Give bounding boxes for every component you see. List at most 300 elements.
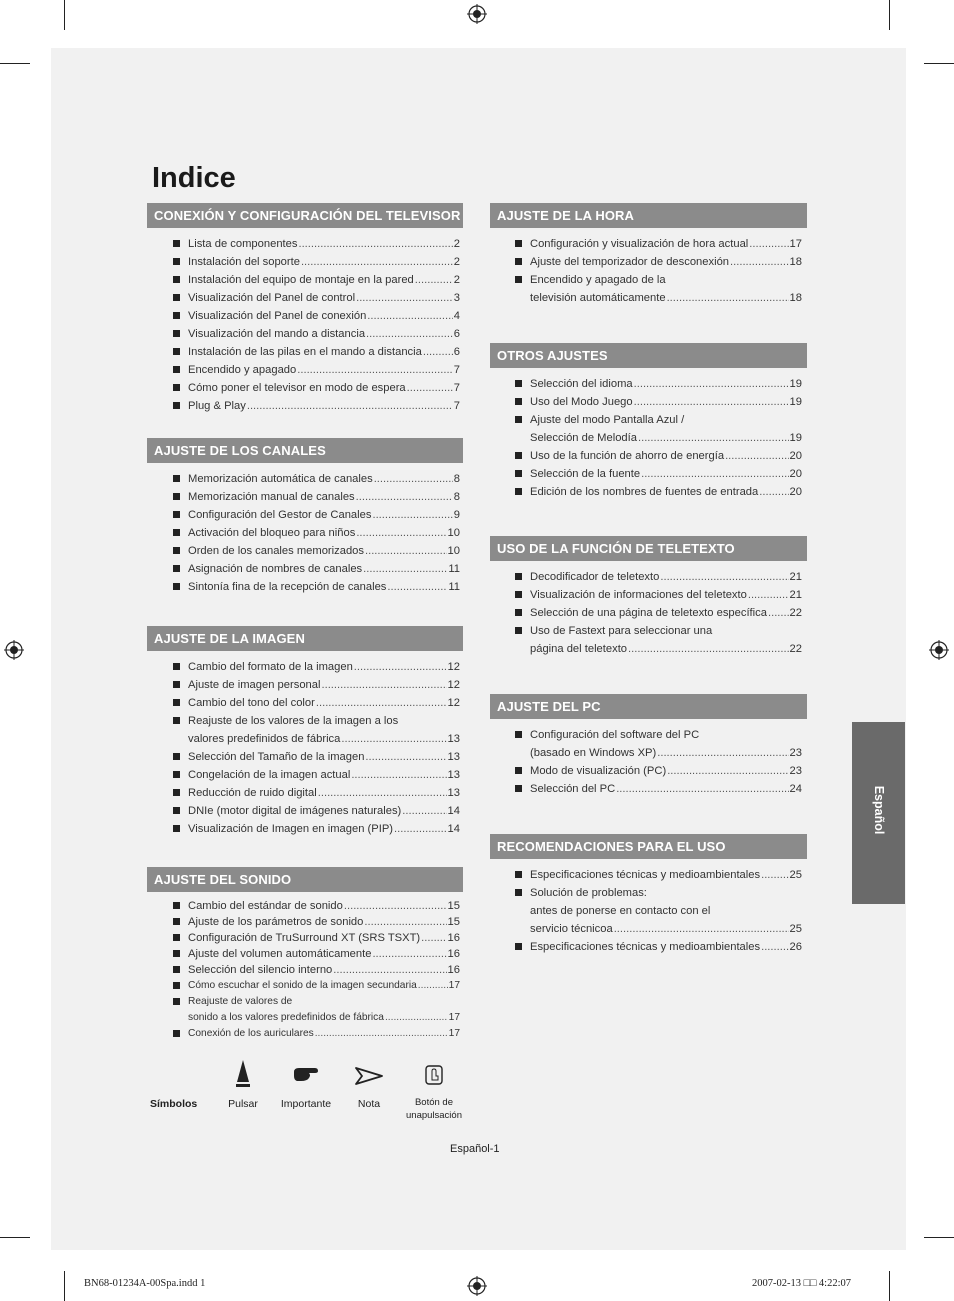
toc-entry-label: Decodificador de teletexto <box>530 571 660 583</box>
toc-entry-page: 2 <box>453 256 460 268</box>
bullet-square-icon <box>173 348 180 355</box>
bullet-square-icon <box>173 330 180 337</box>
toc-entry <box>530 938 802 956</box>
toc-entry-page: 17 <box>448 1028 460 1039</box>
toc-entry-label: Encendido y apagado de la <box>530 274 666 286</box>
toc-entry-label: Plug & Play <box>188 400 246 412</box>
toc-entry-label: televisión automáticamente <box>530 292 666 304</box>
toc-entry-page: 10 <box>447 545 460 557</box>
toc-entry <box>188 676 460 694</box>
bullet-square-icon <box>515 488 522 495</box>
toc-entry <box>530 920 802 938</box>
toc-entry-page: 13 <box>447 787 460 799</box>
toc-entry-page: 12 <box>447 697 460 709</box>
dot-leader <box>297 361 453 379</box>
section-hora <box>490 203 807 228</box>
toc-entry <box>188 820 460 838</box>
dot-leader <box>667 762 788 780</box>
one-touch-button-icon <box>422 1058 446 1090</box>
language-tab <box>852 722 905 904</box>
toc-entry <box>530 744 802 762</box>
section-heading: AJUSTE DEL SONIDO <box>147 867 463 892</box>
dot-leader <box>372 946 446 962</box>
toc-entry <box>188 560 460 578</box>
toc-list-teletexto <box>530 568 802 658</box>
toc-entry-label: sonido a los valores predefinidos de fábrica <box>188 1012 384 1023</box>
bullet-square-icon <box>173 902 180 909</box>
toc-entry-label: Activación del bloqueo para niños <box>188 527 356 539</box>
registration-mark-icon <box>929 640 949 660</box>
toc-entry <box>188 730 460 748</box>
crop-mark <box>64 0 65 30</box>
bullet-square-icon <box>515 785 522 792</box>
toc-entry <box>188 694 460 712</box>
toc-entry <box>188 488 460 506</box>
toc-entry <box>188 658 460 676</box>
toc-entry-label: Cambio del tono del color <box>188 697 315 709</box>
dot-leader <box>298 235 452 253</box>
toc-entry-label: Ajuste de los parámetros de sonido <box>188 916 364 928</box>
bullet-square-icon <box>173 934 180 941</box>
toc-entry <box>188 766 460 784</box>
dot-leader <box>374 470 453 488</box>
toc-entry <box>530 429 802 447</box>
toc-entry-label: Selección del silencio interno <box>188 964 333 976</box>
bullet-square-icon <box>173 583 180 590</box>
section-heading: AJUSTE DEL PC <box>490 694 807 719</box>
bullet-square-icon <box>173 240 180 247</box>
page-title: Indice <box>152 162 236 194</box>
language-tab-label: Español <box>872 785 886 835</box>
toc-entry-page: 25 <box>789 923 802 935</box>
toc-entry-label: Memorización manual de canales <box>188 491 355 503</box>
bullet-square-icon <box>173 717 180 724</box>
section-heading: RECOMENDACIONES PARA EL USO <box>490 834 807 859</box>
toc-entry-label: Modo de visualización (PC) <box>530 765 667 777</box>
section-canales <box>147 438 463 463</box>
bullet-square-icon <box>173 950 180 957</box>
toc-list-otros <box>530 375 802 501</box>
toc-entry-label: Selección de Melodía <box>530 432 637 444</box>
dot-leader <box>365 748 446 766</box>
toc-entry <box>188 397 460 415</box>
dot-leader <box>301 253 453 271</box>
toc-entry <box>188 379 460 397</box>
toc-entry-page: 13 <box>447 733 460 745</box>
bullet-square-icon <box>173 663 180 670</box>
toc-entry <box>188 578 460 596</box>
symbol-boton <box>400 1058 468 1122</box>
toc-entry <box>530 884 802 902</box>
dot-leader <box>725 447 788 465</box>
registration-mark-icon <box>467 1276 487 1296</box>
bullet-square-icon <box>173 966 180 973</box>
toc-entry <box>188 271 460 289</box>
dot-leader <box>387 578 447 596</box>
toc-entry-label: Configuración de TruSurround XT (SRS TSXT) <box>188 932 421 944</box>
toc-entry <box>188 994 460 1010</box>
section-otros <box>490 343 807 368</box>
dot-leader <box>315 1026 448 1042</box>
registration-mark-icon <box>4 640 24 660</box>
toc-entry-label: Cómo poner el televisor en modo de espera <box>188 382 406 394</box>
dot-leader <box>407 379 453 397</box>
dot-leader <box>415 271 453 289</box>
toc-list-sonido <box>188 898 460 1042</box>
toc-entry <box>188 470 460 488</box>
bullet-square-icon <box>173 276 180 283</box>
bullet-square-icon <box>173 312 180 319</box>
toc-entry-label: Instalación del soporte <box>188 256 300 268</box>
dot-leader <box>318 784 447 802</box>
toc-entry-page: 19 <box>789 378 802 390</box>
dot-leader <box>341 730 446 748</box>
dot-leader <box>634 393 789 411</box>
bullet-square-icon <box>515 591 522 598</box>
dot-leader <box>614 920 789 938</box>
toc-entry-label: Configuración y visualización de hora actual <box>530 238 749 250</box>
section-conexion <box>147 203 463 228</box>
toc-entry-page: 3 <box>453 292 460 304</box>
toc-entry <box>530 762 802 780</box>
bullet-square-icon <box>173 402 180 409</box>
toc-entry-label: servicio técnicoa <box>530 923 613 935</box>
toc-entry-label: Congelación de la imagen actual <box>188 769 351 781</box>
toc-entry-label: Visualización del Panel de conexión <box>188 310 367 322</box>
toc-entry-label: Memorización automática de canales <box>188 473 373 485</box>
toc-entry <box>530 604 802 622</box>
toc-entry-label: Cómo escuchar el sonido de la imagen secundaria <box>188 980 417 991</box>
toc-entry <box>530 483 802 501</box>
toc-entry-label: antes de ponerse en contacto con el <box>530 905 711 917</box>
dot-leader <box>768 604 789 622</box>
toc-entry-label: Ajuste del modo Pantalla Azul / <box>530 414 685 426</box>
bullet-square-icon <box>515 943 522 950</box>
dot-leader <box>356 488 453 506</box>
toc-entry-page: 16 <box>447 964 460 976</box>
section-heading: OTROS AJUSTES <box>490 343 807 368</box>
dot-leader <box>748 586 789 604</box>
bullet-square-icon <box>515 258 522 265</box>
section-heading: AJUSTE DE LA IMAGEN <box>147 626 463 651</box>
toc-entry-page: 16 <box>447 932 460 944</box>
toc-entry-label: Visualización de informaciones del teletexto <box>530 589 747 601</box>
toc-entry-page: 25 <box>789 869 802 881</box>
toc-entry-page: 15 <box>447 916 460 928</box>
toc-entry <box>530 780 802 798</box>
dot-leader <box>321 676 446 694</box>
toc-entry <box>188 748 460 766</box>
toc-entry <box>188 712 460 730</box>
bullet-square-icon <box>173 771 180 778</box>
bullet-square-icon <box>515 889 522 896</box>
dot-leader <box>657 744 788 762</box>
dot-leader <box>421 930 446 946</box>
dot-leader <box>423 343 453 361</box>
toc-entry-page: 11 <box>448 581 460 593</box>
dot-leader <box>394 820 447 838</box>
toc-entry-label: Selección de una página de teletexto específica <box>530 607 767 619</box>
toc-entry-page: 2 <box>453 274 460 286</box>
dot-leader <box>641 465 788 483</box>
toc-entry-label: Orden de los canales memorizados <box>188 545 364 557</box>
toc-entry <box>188 325 460 343</box>
toc-entry-label: Configuración del software del PC <box>530 729 700 741</box>
toc-entry-page: 6 <box>453 328 460 340</box>
toc-entry-page: 11 <box>448 563 460 575</box>
toc-entry-label: Cambio del estándar de sonido <box>188 900 343 912</box>
toc-entry-page: 21 <box>789 589 802 601</box>
toc-entry-page: 2 <box>453 238 460 250</box>
dot-leader <box>372 506 452 524</box>
bullet-square-icon <box>515 731 522 738</box>
dot-leader <box>660 568 788 586</box>
toc-entry-label: Reajuste de valores de <box>188 996 293 1007</box>
dot-leader <box>247 397 453 415</box>
bullet-square-icon <box>173 475 180 482</box>
toc-entry-label: Solución de problemas: <box>530 887 647 899</box>
symbol-nota <box>346 1058 392 1110</box>
toc-entry-page: 23 <box>789 747 802 759</box>
crop-mark <box>64 1271 65 1301</box>
bullet-square-icon <box>173 807 180 814</box>
crop-mark <box>0 1237 30 1238</box>
section-teletexto <box>490 536 807 561</box>
toc-entry-page: 20 <box>789 468 802 480</box>
toc-entry-label: Conexión de los auriculares <box>188 1028 314 1039</box>
toc-entry-label: Reajuste de los valores de la imagen a los <box>188 715 399 727</box>
toc-entry-page: 17 <box>789 238 802 250</box>
bullet-square-icon <box>515 380 522 387</box>
toc-entry-page: 14 <box>447 823 460 835</box>
dot-leader <box>316 694 447 712</box>
section-pc <box>490 694 807 719</box>
dot-leader <box>364 914 446 930</box>
toc-entry <box>188 1026 460 1042</box>
crop-mark <box>889 1271 890 1301</box>
dot-leader <box>365 542 447 560</box>
toc-entry <box>530 902 802 920</box>
dot-leader <box>363 560 447 578</box>
dot-leader <box>628 640 789 658</box>
dot-leader <box>356 524 446 542</box>
dot-leader <box>667 289 789 307</box>
toc-list-imagen <box>188 658 460 838</box>
toc-entry-label: Selección de la fuente <box>530 468 641 480</box>
toc-entry-page: 10 <box>447 527 460 539</box>
toc-list-hora <box>530 235 802 307</box>
toc-entry-label: Uso de la función de ahorro de energía <box>530 450 725 462</box>
date-slug: 2007-02-13 □□ 4:22:07 <box>752 1278 852 1289</box>
dot-leader <box>385 1010 448 1026</box>
bullet-square-icon <box>515 470 522 477</box>
dot-leader <box>749 235 788 253</box>
toc-entry <box>530 586 802 604</box>
dot-leader <box>759 483 788 501</box>
dot-leader <box>344 898 447 914</box>
toc-entry <box>188 914 460 930</box>
toc-entry-label: Sintonía fina de la recepción de canales <box>188 581 387 593</box>
toc-entry <box>530 640 802 658</box>
toc-entry <box>530 271 802 289</box>
toc-entry <box>530 568 802 586</box>
symbols-label: Símbolos <box>150 1098 198 1110</box>
symbols-legend <box>150 1058 470 1128</box>
bullet-square-icon <box>173 982 180 989</box>
toc-entry <box>188 253 460 271</box>
toc-entry <box>188 898 460 914</box>
symbol-importante <box>276 1058 336 1110</box>
bullet-square-icon <box>173 529 180 536</box>
toc-entry <box>530 235 802 253</box>
toc-entry-label: Uso del Modo Juego <box>530 396 633 408</box>
bullet-square-icon <box>173 547 180 554</box>
toc-entry-page: 17 <box>448 980 460 991</box>
toc-entry <box>188 307 460 325</box>
bullet-square-icon <box>515 452 522 459</box>
symbol-label: Pulsar <box>228 1098 258 1110</box>
toc-entry-page: 15 <box>447 900 460 912</box>
dot-leader <box>418 978 448 994</box>
bullet-square-icon <box>515 240 522 247</box>
toc-entry-page: 4 <box>453 310 460 322</box>
toc-entry <box>188 524 460 542</box>
bullet-square-icon <box>515 416 522 423</box>
toc-entry <box>188 1010 460 1026</box>
toc-entry-label: Encendido y apagado <box>188 364 297 376</box>
toc-entry <box>188 343 460 361</box>
toc-entry-page: 8 <box>453 491 460 503</box>
bullet-square-icon <box>173 366 180 373</box>
toc-entry-page: 26 <box>789 941 802 953</box>
bullet-square-icon <box>173 511 180 518</box>
dot-leader <box>761 866 788 884</box>
bullet-square-icon <box>515 871 522 878</box>
toc-entry-label: Ajuste del temporizador de desconexión <box>530 256 730 268</box>
toc-entry-page: 7 <box>453 400 460 412</box>
toc-entry-page: 9 <box>453 509 460 521</box>
toc-entry-label: Visualización del Panel de control <box>188 292 356 304</box>
toc-entry <box>530 465 802 483</box>
bullet-square-icon <box>173 681 180 688</box>
section-recomendaciones <box>490 834 807 859</box>
toc-list-canales <box>188 470 460 596</box>
toc-entry-label: valores predefinidos de fábrica <box>188 733 341 745</box>
section-heading: AJUSTE DE LA HORA <box>490 203 807 228</box>
toc-entry-page: 18 <box>789 256 802 268</box>
toc-entry-label: Especificaciones técnicas y medioambientales <box>530 941 761 953</box>
toc-entry <box>188 962 460 978</box>
section-heading: AJUSTE DE LOS CANALES <box>147 438 463 463</box>
toc-entry-label: Lista de componentes <box>188 238 298 250</box>
crop-mark <box>889 0 890 30</box>
toc-entry-label: Especificaciones técnicas y medioambientales <box>530 869 761 881</box>
toc-entry-page: 24 <box>789 783 802 795</box>
toc-entry-page: 12 <box>447 679 460 691</box>
bullet-square-icon <box>173 565 180 572</box>
toc-entry <box>188 946 460 962</box>
bullet-square-icon <box>173 753 180 760</box>
bullet-square-icon <box>173 294 180 301</box>
toc-entry <box>188 930 460 946</box>
toc-entry-page: 8 <box>453 473 460 485</box>
toc-entry-label: Reducción de ruido digital <box>188 787 317 799</box>
toc-entry <box>530 447 802 465</box>
toc-entry <box>188 235 460 253</box>
toc-entry-page: 13 <box>447 769 460 781</box>
toc-list-recomendaciones <box>530 866 802 956</box>
crop-mark <box>924 63 954 64</box>
dot-leader <box>730 253 789 271</box>
toc-entry-label: Uso de Fastext para seleccionar una <box>530 625 713 637</box>
toc-entry <box>530 393 802 411</box>
bullet-square-icon <box>515 767 522 774</box>
toc-entry-page: 19 <box>789 432 802 444</box>
toc-entry-label: Visualización de Imagen en imagen (PIP) <box>188 823 394 835</box>
toc-entry <box>530 622 802 640</box>
toc-entry-label: Instalación del equipo de montaje en la pared <box>188 274 414 286</box>
toc-list-conexion <box>188 235 460 415</box>
toc-entry-page: 12 <box>447 661 460 673</box>
toc-entry-page: 20 <box>789 450 802 462</box>
toc-entry-label: Edición de los nombres de fuentes de entrada <box>530 486 759 498</box>
toc-list-pc <box>530 726 802 798</box>
section-heading: CONEXIÓN Y CONFIGURACIÓN DEL TELEVISOR <box>147 203 463 228</box>
toc-entry-page: 18 <box>789 292 802 304</box>
toc-entry-label: Ajuste del volumen automáticamente <box>188 948 372 960</box>
symbol-label: Botón de unapulsación <box>406 1097 462 1121</box>
bullet-square-icon <box>173 258 180 265</box>
toc-entry <box>530 253 802 271</box>
toc-entry <box>530 866 802 884</box>
toc-entry-label: Ajuste de imagen personal <box>188 679 321 691</box>
toc-entry-label: Instalación de las pilas en el mando a distancia <box>188 346 422 358</box>
bullet-square-icon <box>173 1030 180 1037</box>
dot-leader <box>634 375 789 393</box>
press-icon <box>233 1058 253 1090</box>
dot-leader <box>402 802 446 820</box>
toc-entry-label: Cambio del formato de la imagen <box>188 661 353 673</box>
toc-entry <box>188 361 460 379</box>
file-slug: BN68-01234A-00Spa.indd 1 <box>84 1278 206 1289</box>
symbol-pulsar <box>218 1058 268 1110</box>
dot-leader <box>616 780 788 798</box>
toc-entry-label: Visualización del mando a distancia <box>188 328 366 340</box>
toc-entry <box>530 289 802 307</box>
dot-leader <box>367 307 452 325</box>
toc-entry-page: 7 <box>453 382 460 394</box>
toc-entry <box>530 411 802 429</box>
crop-mark <box>924 1237 954 1238</box>
bullet-square-icon <box>173 699 180 706</box>
dot-leader <box>761 938 788 956</box>
bullet-square-icon <box>515 609 522 616</box>
bullet-square-icon <box>515 276 522 283</box>
toc-entry-label: Selección del Tamaño de la imagen <box>188 751 365 763</box>
toc-entry-page: 23 <box>789 765 802 777</box>
arrow-note-icon <box>354 1058 384 1090</box>
toc-entry-page: 16 <box>447 948 460 960</box>
crop-mark <box>0 63 30 64</box>
bullet-square-icon <box>173 998 180 1005</box>
toc-entry <box>188 289 460 307</box>
bullet-square-icon <box>515 573 522 580</box>
dot-leader <box>366 325 453 343</box>
toc-entry-label: Selección del PC <box>530 783 616 795</box>
hand-pointing-icon <box>291 1058 321 1090</box>
toc-entry-page: 14 <box>447 805 460 817</box>
section-heading: USO DE LA FUNCIÓN DE TELETEXTO <box>490 536 807 561</box>
